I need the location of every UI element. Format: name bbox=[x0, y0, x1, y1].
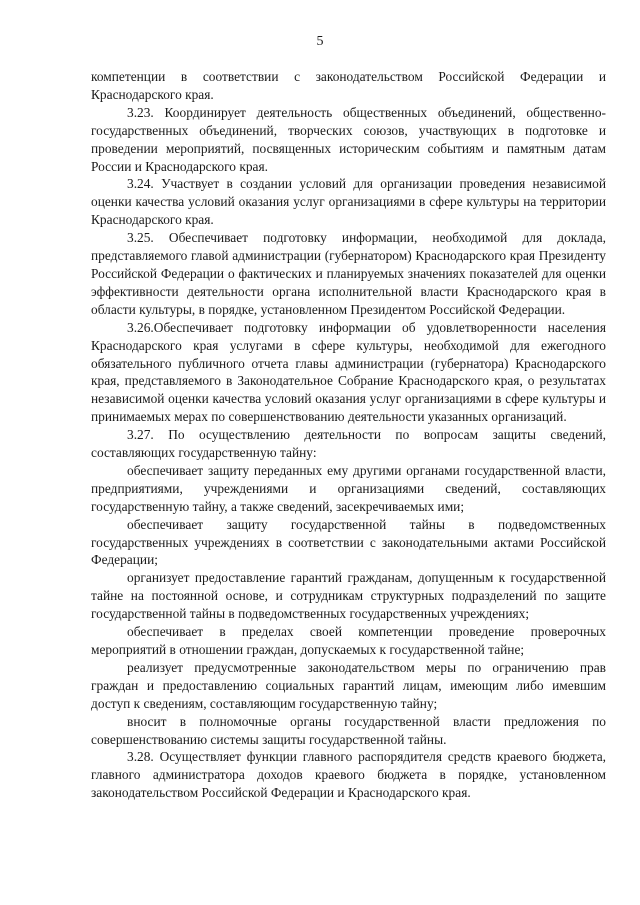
paragraph-3-28: 3.28. Осуществляет функции главного распорядителя средств краевого бюджета, главного администратора доходов краевого бюджета в порядке, установленном законодательством Российской Федерации и Краснодарского края. bbox=[91, 749, 606, 801]
paragraph-3-23: 3.23. Координирует деятельность общественных объединений, общественно-государственных объединений, творческих союзов, участвующих в подготовке и проведении мероприятий, посвященных историческим событиям и памятным датам России и Краснодарского края. bbox=[91, 104, 606, 174]
list-item-proposals: вносит в полномочные органы государственной власти предложения по совершенствованию системы защиты государственной тайны. bbox=[91, 713, 606, 747]
document-body bbox=[91, 68, 606, 802]
list-item-protect-subordinate-institutions: обеспечивает защиту государственной тайны в подведомственных государственных учреждениях в соответствии с законодательными актами Российской Федерации; bbox=[91, 516, 606, 568]
paragraph-continuation: компетенции в соответствии с законодательством Российской Федерации и Краснодарского края. bbox=[91, 69, 606, 102]
paragraph-3-25: 3.25. Обеспечивает подготовку информации, необходимой для доклада, представляемого главой администрации (губернатором) Краснодарского края Президенту Российской Федерации о фактических и планируемых значениях показателей для оценки эффективности деятельности органа исполнительной власти Краснодарского края в области культуры, в порядке, установленном Президентом Российской Федерации. bbox=[91, 230, 606, 317]
paragraph-3-26: 3.26.Обеспечивает подготовку информации об удовлетворенности населения Краснодарского края услугами в сфере культуры, необходимой для ежегодного обязательного публичного отчета главы администрации (губернатора) Краснодарского края, представляемого в Законодательное Собрание Краснодарского края, о результатах независимой оценки качества условий оказания услуг организациями в сфере культуры и принимаемых мерах по совершенствованию деятельности указанных организаций. bbox=[91, 319, 606, 425]
list-item-verification-activities: обеспечивает в пределах своей компетенции проведение проверочных мероприятий в отношении граждан, допускаемых к государственной тайне; bbox=[91, 624, 606, 657]
list-item-restriction-measures: реализует предусмотренные законодательством меры по ограничению прав граждан и предоставлению социальных гарантий лицам, имеющим либо имевшим доступ к сведениям, составляющим государственную тайну; bbox=[91, 659, 606, 711]
page-number: 5 bbox=[316, 34, 324, 49]
paragraph-3-24: 3.24. Участвует в создании условий для организации проведения независимой оценки качества условий оказания услуг организациями в сфере культуры на территории Краснодарского края. bbox=[91, 176, 606, 228]
paragraph-3-27: 3.27. По осуществлению деятельности по вопросам защиты сведений, составляющих государственную тайну: bbox=[91, 427, 606, 461]
list-item-protect-transferred-secrets: обеспечивает защиту переданных ему другими органами государственной власти, предприятиями, учреждениями и организациями сведений, составляющих государственную тайну, а также сведений, засекречиваемых ими; bbox=[91, 462, 606, 514]
list-item-provide-guarantees: организует предоставление гарантий гражданам, допущенным к государственной тайне на постоянной основе, и сотрудникам структурных подразделений по защите государственной тайны в подведомственных государственных учреждениях; bbox=[91, 570, 606, 622]
